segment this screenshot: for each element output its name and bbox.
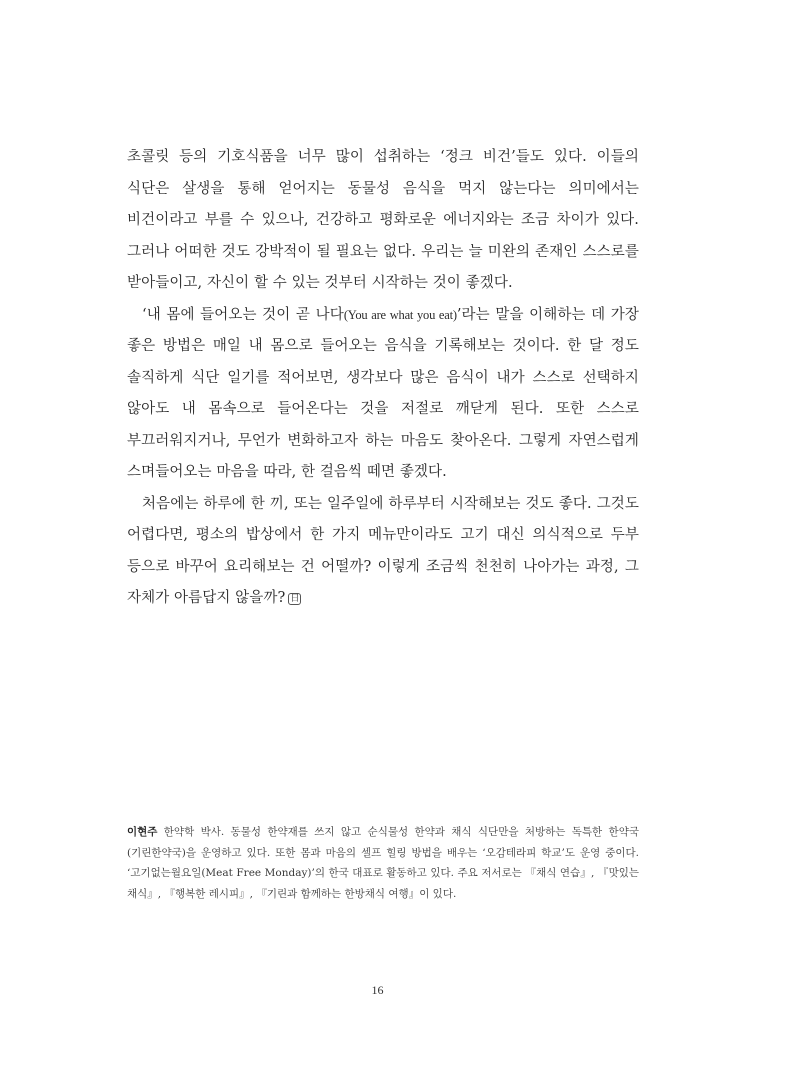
paragraph-3-text: 처음에는 하루에 한 끼, 또는 일주일에 하루부터 시작해보는 것도 좋다. 그것도 어렵다면, 평소의 밥상에서 한 가지 메뉴만이라도 고기 대신 의식적으로 두부 등으로 바꾸어 요리해보는 건 어떨까? 이렇게 조금씩 천천히 나아가는 과정, 그 자체가 아름답지 않을까? (127, 495, 639, 606)
english-phrase: (You are what you eat) (343, 307, 457, 322)
paragraph-2 (127, 300, 639, 489)
paragraph-2-part-1: ‘내 몸에 들어오는 것이 곧 나다 (142, 306, 344, 323)
author-name: 이현주 (127, 826, 158, 838)
paragraph-3 (127, 489, 639, 615)
page-number: 16 (371, 983, 384, 997)
paragraph-1: 초콜릿 등의 기호식품을 너무 많이 섭취하는 ‘정크 비건’들도 있다. 이들의 식단은 살생을 통해 얻어지는 동물성 음식을 먹지 않는다는 의미에서는 비건이라고 부를 수 있으나, 건강하고 평화로운 에너지와는 조금 차이가 있다. 그러나 어떠한 것도 강박적이 될 필요는 없다. 우리는 늘 미완의 존재인 스스로를 받아들이고, 자신이 할 수 있는 것부터 시작하는 것이 좋겠다. (127, 149, 639, 291)
article-body (127, 142, 639, 615)
author-bio: 한약학 박사. 동물성 한약재를 쓰지 않고 순식물성 한약과 채식 식단만을 처방하는 독특한 한약국(기린한약국)을 운영하고 있다. 또한 몸과 마음의 셀프 힐링 방법을 배우는 ‘오감테라피 학교’도 운영 중이다. ‘고기없는월요일(Meat Free Monday)’의 한국 대표로 활동하고 있다. 주요 저서로는 『채식 연습』, 『맛있는 채식』, 『행복한 레시피』, 『기린과 함께하는 한방채식 여행』이 있다. (127, 826, 639, 900)
author-note (127, 822, 639, 904)
paragraph-2-part-2: ’라는 말을 이해하는 데 가장 좋은 방법은 매일 내 몸으로 들어오는 음식을 기록해보는 것이다. 한 달 정도 솔직하게 식단 일기를 적어보면, 생각보다 많은 음식이 내가 스스로 선택하지 않아도 내 몸속으로 들어온다는 것을 저절로 깨닫게 된다. 또한 스스로 부끄러워지거나, 무언가 변화하고자 하는 마음도 찾아온다. 그렇게 자연스럽게 스며들어오는 마음을 따라, 한 걸음씩 떼면 좋겠다. (127, 306, 639, 480)
end-mark-icon: 日 (290, 594, 300, 604)
